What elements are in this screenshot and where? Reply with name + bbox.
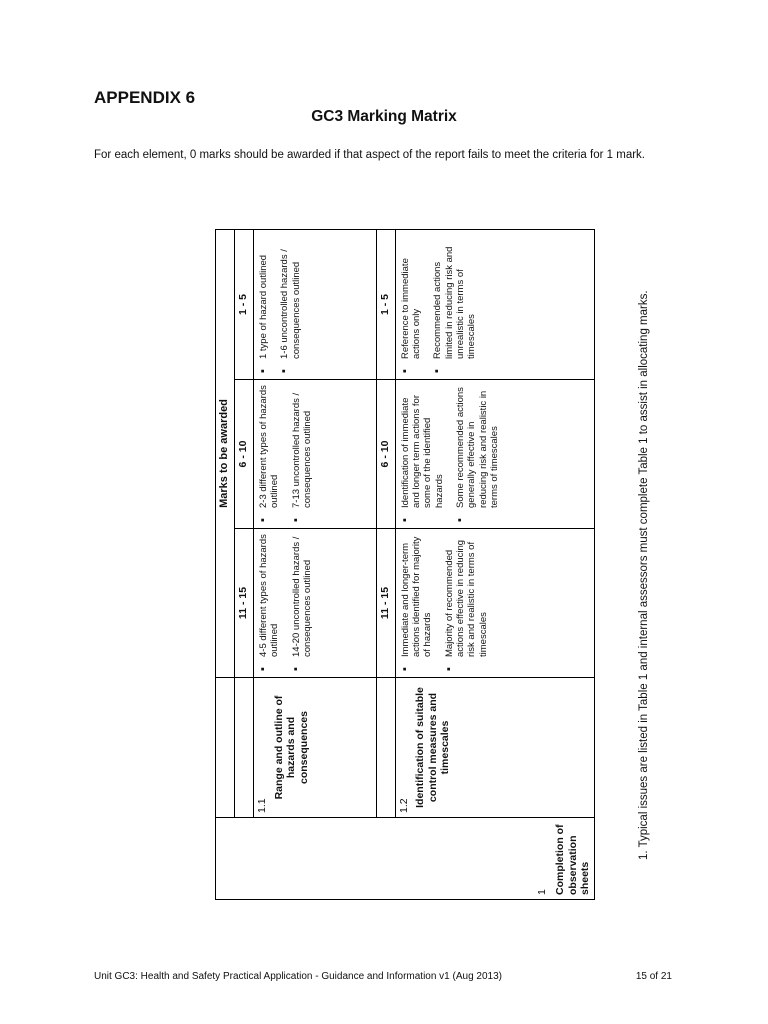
criterion-bullet: ▪ 2-3 different types of hazards outlined bbox=[258, 384, 281, 524]
criterion-bullet: ▪ 1-6 uncontrolled hazards / consequences outlined bbox=[279, 234, 302, 375]
criterion-bullet: ▪ 14-20 uncontrolled hazards / consequences outlined bbox=[291, 533, 314, 673]
page-number: 15 of 21 bbox=[635, 971, 672, 982]
criterion-1-2-label bbox=[395, 678, 594, 818]
range-mid-header: 6 - 10 bbox=[235, 380, 254, 529]
footnote: 1. Typical issues are listed in Table 1 and internal assessors must complete Table 1 to assist in allocating marks. bbox=[638, 290, 650, 860]
criterion-bullet: ▪ Reference to immediate actions only bbox=[400, 234, 423, 375]
criterion-1-2-low bbox=[395, 229, 594, 379]
marking-matrix bbox=[215, 230, 595, 900]
criterion-1-1-label bbox=[254, 678, 377, 818]
element-cell bbox=[216, 818, 595, 900]
criterion-name: Identification of suitable control measures and timescales bbox=[414, 687, 452, 808]
range-low-header: 1 - 5 bbox=[376, 229, 395, 379]
criterion-bullet: ▪ Majority of recommended actions effective in reducing risk and realistic in terms of timescales bbox=[444, 533, 490, 673]
criterion-1-2-high bbox=[395, 529, 594, 678]
criterion-bullet: ▪ 7-13 uncontrolled hazards / consequences outlined bbox=[291, 384, 314, 524]
blank-range-cell bbox=[376, 678, 395, 818]
criterion-bullet: ▪ 1 type of hazard outlined bbox=[258, 234, 269, 375]
range-high-header: 11 - 15 bbox=[235, 529, 254, 678]
criterion-bullet: ▪ Identification of immediate and longer term actions for some of the identified hazards bbox=[400, 384, 446, 524]
criterion-1-1-mid bbox=[254, 380, 377, 529]
element-name: Completion of observation sheets bbox=[554, 824, 592, 895]
marks-to-be-awarded-heading: Marks to be awarded bbox=[216, 229, 235, 677]
blank-range-cell bbox=[235, 678, 254, 818]
range-high-header: 11 - 15 bbox=[376, 529, 395, 678]
range-low-header: 1 - 5 bbox=[235, 229, 254, 379]
criterion-1-2-mid bbox=[395, 380, 594, 529]
footer-document-title: Unit GC3: Health and Safety Practical Application - Guidance and Information v1 (Aug 2013) bbox=[94, 971, 503, 982]
criterion-bullet: ▪ 4-5 different types of hazards outlined bbox=[258, 533, 281, 673]
range-mid-header: 6 - 10 bbox=[376, 380, 395, 529]
appendix-heading: APPENDIX 6 bbox=[94, 88, 196, 107]
criterion-1-1-low bbox=[254, 229, 377, 379]
criterion-bullet: ▪ Some recommended actions generally effective in reducing risk and realistic in terms of timescales bbox=[455, 384, 501, 524]
criterion-bullet: ▪ Recommended actions limited in reducing risk and unrealistic in terms of timescales bbox=[432, 234, 478, 375]
element-number: 1 bbox=[535, 889, 548, 895]
intro-paragraph: For each element, 0 marks should be awarded if that aspect of the report fails to meet the criteria for 1 mark. bbox=[94, 149, 645, 161]
criterion-bullet: ▪ Immediate and longer-term actions identified for majority of hazards bbox=[400, 533, 434, 673]
blank-header-cell bbox=[216, 678, 235, 818]
criterion-1-1-high bbox=[254, 529, 377, 678]
criterion-name: Range and outline of hazards and consequences bbox=[272, 695, 310, 800]
page-title: GC3 Marking Matrix bbox=[311, 108, 457, 125]
criterion-number: 1.2 bbox=[397, 798, 410, 813]
criterion-number: 1.1 bbox=[256, 798, 268, 813]
